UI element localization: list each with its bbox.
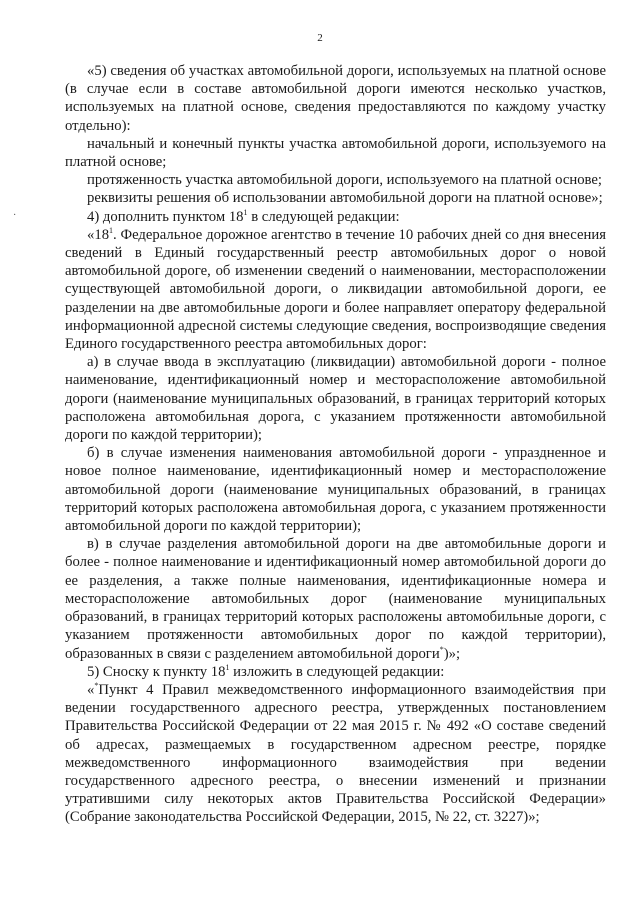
paragraph-sub-b: б) в случае изменения наименования автомобильной дороги - упраздненное и новое полное наименование, идентификационный номер и месторасположение автомобильной дороги (наименование муниципальных образований, в границах территорий которых расположена автомобильная дорога, с указанием протяженности автомобильной дороги по каждой территории); [65,445,606,535]
paragraph-amend-4 [65,208,606,226]
paragraph-18-1 [65,226,606,353]
superscript: 1 [225,662,230,672]
document-body [65,62,606,827]
paragraph-decision-details: реквизиты решения об использовании автомобильной дороги на платной основе»; [87,190,603,207]
footnote-body: Пункт 4 Правил межведомственного информационного взаимодействия при ведении государственного адресного реестра, утвержденных постановлением Правительства Российской Федерации от 22 мая 2015 г. № 492 «О составе сведений об адресах, размещаемых в государственном адресном реестре, порядке межведомственного информационного взаимодействия при ведении государственного адресного реестра, о внесении изменений и признании утратившими силу некоторых актов Правительства Российской Федерации» (Собрание законодательства Российской Федерации, 2015, № 22, ст. 3227)»; [65,681,606,826]
paragraph-amend-5 [65,663,606,681]
paragraph-length: протяженность участка автомобильной дороги, используемого на платной основе; [87,172,602,189]
footnote-marker: * [94,680,99,690]
sub-v-text: в) в случае разделения автомобильной дороги на две автомобильные дороги и более - полное наименование и идентификационный номер автомобильной дороги до ее разделения, а также полные наименования, идентификационные номера и месторасположение автомобильных дорог (наименование муниципальных образований, в границах территорий которых расположены автомобильные дороги, с указанием протяженности автомобильных дорог по каждой территории), образованных в связи с разделением автомобильной дороги [65,536,606,662]
margin-mark: · [13,210,17,221]
superscript: 1 [243,207,248,217]
amend-5-tail: изложить в следующей редакции: [229,663,445,680]
amend-4-text: 4) дополнить пунктом 18 [87,208,244,225]
p18-1-head: «18 [87,226,110,243]
paragraph-start-end-points: начальный и конечный пункты участка автомобильной дороги, используемого на платной основе; [65,135,606,171]
sub-v-tail: )»; [443,645,461,662]
paragraph-footnote-text [65,681,606,827]
paragraph-sub-v [65,535,606,662]
paragraph-sub-a: а) в случае ввода в эксплуатацию (ликвидации) автомобильной дороги - полное наименование, идентификационный номер и месторасположение автомобильной дороги (наименование муниципальных образований, в границах территорий которых расположена автомобильная дорога, с указанием протяженности автомобильной дороги по каждой территории); [65,354,606,444]
page-number: 2 [317,32,323,44]
p18-1-text: . Федеральное дорожное агентство в течение 10 рабочих дней со дня внесения сведений в Единый государственный реестр автомобильных дорог о новой автомобильной дороге, об изменении сведений о наименовании, месторасположении существующей автомобильной дороги, о ликвидации автомобильной дороги, ее разделении на две автомобильные дороги и более направляет оператору федеральной информационной адресной системы следующие сведения, воспроизводящие сведения Единого государственного реестра автомобильных дорог: [65,226,606,353]
footnote-open-quote: « [87,681,95,698]
amend-4-tail: в следующей редакции: [247,208,400,225]
paragraph-item-5-participants: «5) сведения об участках автомобильной дороги, используемых на платной основе (в случае если в составе автомобильной дороги имеются несколько участков, используемых на платной основе, сведения предоставляются по каждому участку отдельно): [65,63,606,134]
superscript: 1 [109,225,114,235]
amend-5-text: 5) Сноску к пункту 18 [87,663,226,680]
footnote-marker: * [439,644,444,654]
